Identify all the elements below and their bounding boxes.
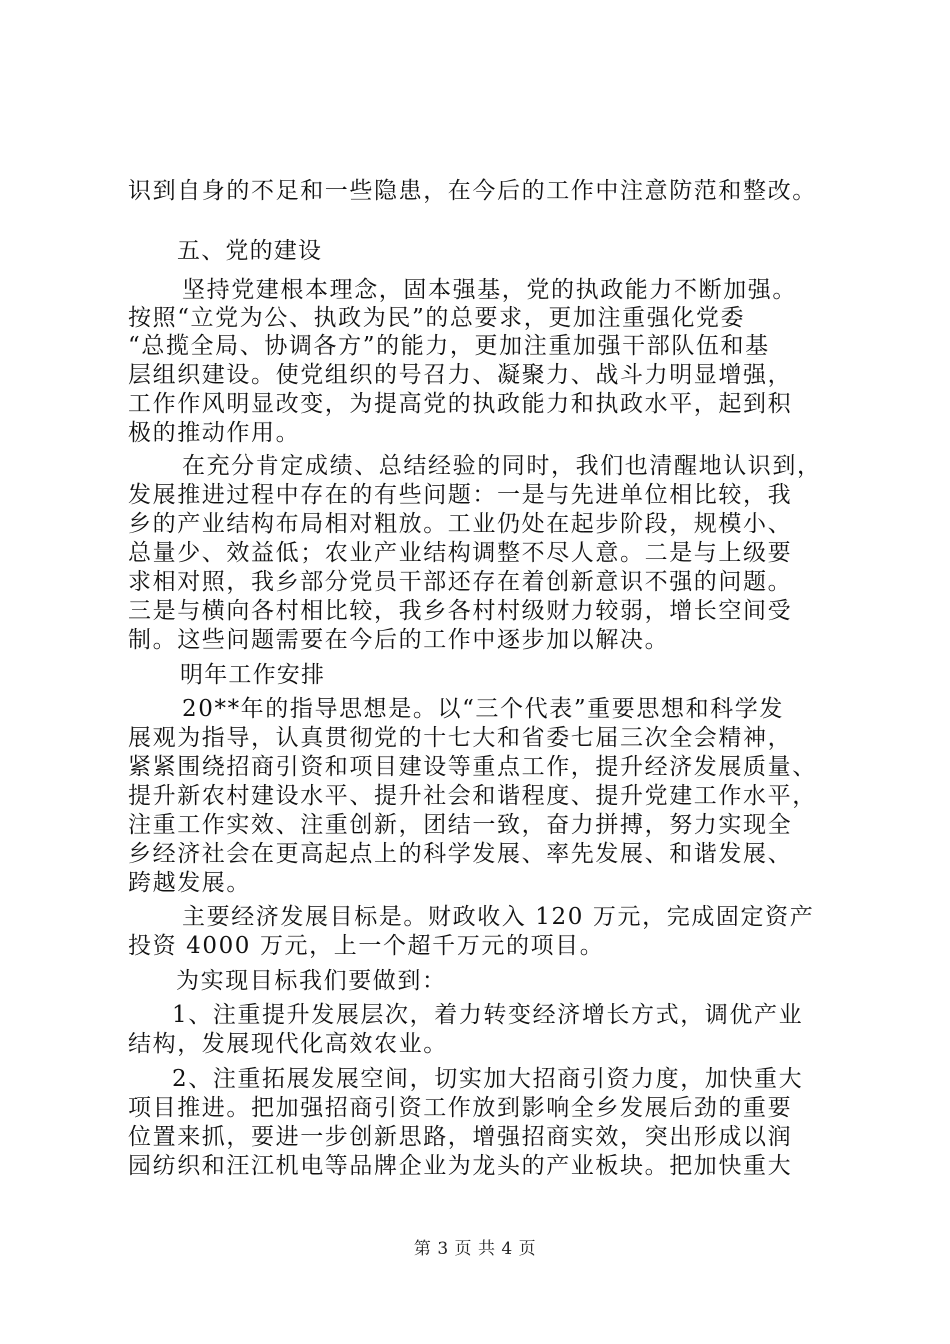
body-text-line: 求相对照，我乡部分党员干部还存在着创新意识不强的问题。 (128, 569, 793, 595)
body-text-line: 总量少、效益低；农业产业结构调整不尽人意。二是与上级要 (128, 540, 793, 566)
page-number-footer: 第 3 页 共 4 页 (413, 1239, 537, 1259)
body-text-line: 按照“立党为公、执政为民”的总要求，更加注重强化党委 (128, 305, 746, 331)
body-text-line: “总揽全局、协调各方”的能力，更加注重加强干部队伍和基 (128, 333, 770, 359)
body-text-line: 乡经济社会在更高起点上的科学发展、率先发展、和谐发展、 (128, 841, 793, 867)
body-text-line: 紧紧围绕招商引资和项目建设等重点工作，提升经济发展质量、 (128, 754, 817, 780)
section-heading: 五、党的建设 (177, 238, 323, 264)
body-text-line: 注重工作实效、注重创新，团结一致，奋力拼搏，努力实现全 (128, 812, 793, 838)
body-text-line: 极的推动作用。 (128, 420, 301, 446)
body-text-line: 跨越发展。 (128, 870, 251, 896)
body-text-line: 乡的产业结构布局相对粗放。工业仍处在起步阶段，规模小、 (128, 511, 793, 537)
body-text-line: 展观为指导，认真贯彻党的十七大和省委七届三次全会精神， (128, 725, 793, 751)
body-text-line: 三是与横向各村相比较，我乡各村村级财力较弱，增长空间受 (128, 598, 793, 624)
body-text-line: 层组织建设。使党组织的号召力、凝聚力、战斗力明显增强， (128, 362, 793, 388)
body-text-line: 1、注重提升发展层次，着力转变经济增长方式，调优产业 (172, 1002, 804, 1028)
body-text-line: 20**年的指导思想是。以“三个代表”重要思想和科学发 (182, 696, 784, 722)
body-text-line: 在充分肯定成绩、总结经验的同时，我们也清醒地认识到， (182, 453, 822, 479)
body-text-line: 位置来抓，要进一步创新思路，增强招商实效，突出形成以润 (128, 1124, 793, 1150)
body-text-line: 投资 4000 万元，上一个超千万元的项目。 (128, 933, 605, 959)
body-text-line: 为实现目标我们要做到： (176, 968, 447, 994)
body-text-line: 园纺织和汪江机电等品牌企业为龙头的产业板块。把加快重大 (128, 1153, 793, 1179)
body-text-line: 结构，发展现代化高效农业。 (128, 1031, 448, 1057)
body-text-line: 提升新农村建设水平、提升社会和谐程度、提升党建工作水平， (128, 783, 817, 809)
body-text-line: 识到自身的不足和一些隐患，在今后的工作中注意防范和整改。 (128, 178, 817, 204)
section-heading: 明年工作安排 (180, 662, 326, 688)
body-text-line: 2、注重拓展发展空间，切实加大招商引资力度，加快重大 (172, 1066, 804, 1092)
body-text-line: 工作作风明显改变，为提高党的执政能力和执政水平，起到积 (128, 391, 793, 417)
body-text-line: 坚持党建根本理念，固本强基，党的执政能力不断加强。 (182, 277, 797, 303)
body-text-line: 项目推进。把加强招商引资工作放到影响全乡发展后劲的重要 (128, 1095, 793, 1121)
body-text-line: 制。这些问题需要在今后的工作中逐步加以解决。 (128, 627, 670, 653)
body-text-line: 发展推进过程中存在的有些问题：一是与先进单位相比较，我 (128, 482, 793, 508)
body-text-line: 主要经济发展目标是。财政收入 120 万元，完成固定资产 (182, 904, 815, 930)
